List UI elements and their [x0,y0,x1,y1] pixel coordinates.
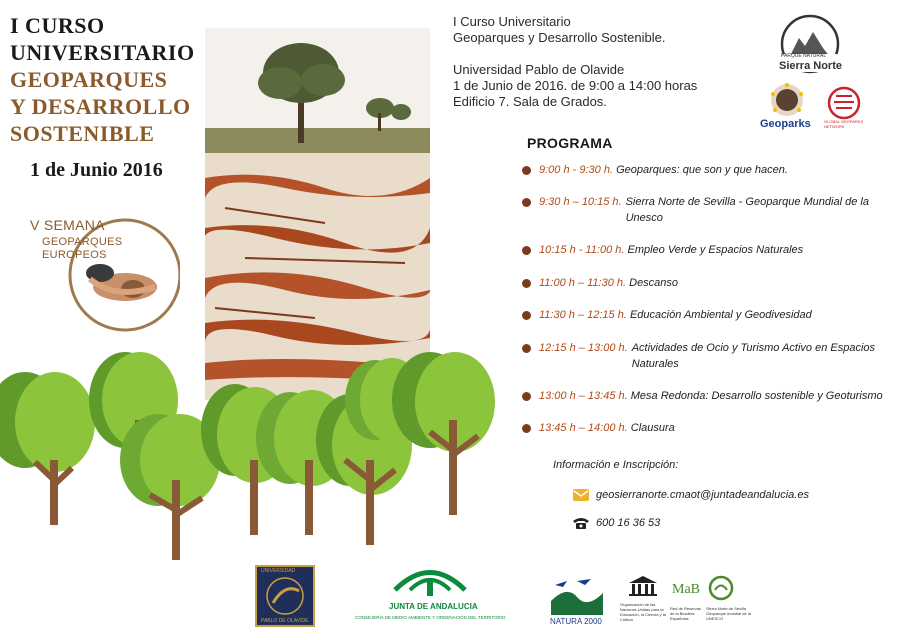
program-item-time: 9:30 h – 10:15 h. [539,196,622,208]
unesco-temple-icon [628,575,658,597]
upo-logo [255,565,315,627]
info-line-3: Universidad Pablo de Olavide [453,62,625,77]
junta-logo-graphic [355,560,505,600]
program-item [522,194,892,226]
email-text[interactable]: geosierranorte.cmaot@juntadeandalucia.es [596,489,809,501]
tree-1-icon [0,372,95,525]
program-item [522,388,902,404]
sierra-norte-geoparque-graphic [706,575,736,601]
parque-name: Sierra Norte [779,60,842,72]
program-item-time: 13:00 h – 13:45 h. [539,390,628,402]
sierra-norte-geoparque-logo [706,575,752,633]
program-item-time: 12:15 h – 13:00 h. [539,342,628,354]
phone-text[interactable]: 600 16 36 53 [596,517,661,529]
info-line-1: I Curso Universitario [453,14,571,29]
title-line-5: SOSTENIBLE [10,121,155,146]
bullet-dot [522,279,531,288]
junta-subtitle: CONSEJERÍA DE MEDIO AMBIENTE Y ORDENACIÓN DEL TERRITORIO [355,615,506,620]
unesco-text: Organización de las Naciones Unidas para la Educación, la Ciencia y la Cultura [620,602,666,622]
parque-small-text: PARQUE NATURAL [781,53,827,59]
program-item-time: 11:30 h – 12:15 h. [539,309,627,321]
geoparks-logo [760,82,820,130]
program-item [522,420,882,436]
global-geoparks-logo [822,86,870,132]
upo-top-text: UNIVERSIDAD [261,568,296,574]
program-item-desc: Clausura [630,422,675,434]
bullet-dot [522,344,531,353]
program-item-time: 11:00 h – 11:30 h. [539,277,627,289]
mab-logo [670,575,704,633]
contact-phone [572,516,660,530]
program-item-desc: Sierra Norte de Sevilla - Geoparque Mundial de la Unesco [625,196,869,224]
semana-geoparques-badge [30,205,180,335]
program-item [522,275,882,291]
mab-logo-graphic [670,575,704,601]
unesco-logo [620,575,668,633]
bullet-dot [522,246,531,255]
bullet-dot [522,198,531,207]
trees-illustration [0,350,520,590]
soil-profile-photo [205,28,430,400]
bullet-dot [522,392,531,401]
junta-logo [355,560,505,628]
semana-line-1: V SEMANA [30,217,105,233]
program-item-time: 10:15 h - 11:00 h. [539,244,625,256]
course-title [10,12,195,147]
bullet-dot [522,166,531,175]
tree-8-icon [392,352,495,515]
program-item-desc: Educación Ambiental y Geodivesidad [629,309,812,321]
info-line-2: Geoparques y Desarrollo Sostenible. [453,30,666,45]
program-item [522,307,882,323]
svg-text:MaB: MaB [672,582,700,597]
event-date: 1 de Junio 2016 [30,159,163,181]
geoparks-label: Geoparks [760,118,811,130]
upo-bottom-text: PABLO DE OLAVIDE [261,618,309,624]
bullet-dot [522,311,531,320]
title-line-4: Y DESARROLLO [10,94,191,119]
natura-logo-graphic [547,575,607,615]
info-line-4: 1 de Junio de 2016. de 9:00 a 14:00 horas [453,78,698,93]
info-line-5: Edificio 7. Sala de Grados. [453,94,607,109]
program-item-time: 13:45 h – 14:00 h. [539,422,628,434]
global-geoparks-logo-graphic [822,86,870,120]
contact-title: Información e Inscripción: [553,459,679,471]
natura-label: NATURA 2000 [550,617,602,626]
program-item-desc: Geoparques: que son y que hacen. [616,164,788,176]
program-item-desc: Descanso [629,277,679,289]
contact-email [572,488,809,502]
geoparks-logo-graphic [760,82,820,118]
title-line-1: I CURSO [10,13,105,38]
natura-2000-logo [547,575,607,627]
program-item-desc: Mesa Redonda: Desarrollo sostenible y Geoturismo [630,390,883,402]
program-item-time: 9:00 h - 9:30 h. [539,164,613,176]
program-item-desc: Actividades de Ocio y Turismo Activo en Espacios Naturales [631,342,876,370]
programa-title: PROGRAMA [527,135,613,151]
program-item [522,162,882,178]
global-geoparks-label: GLOBAL GEOPARKS NETWORK [824,119,864,129]
bullet-dot [522,424,531,433]
junta-name: JUNTA DE ANDALUCIA [389,602,478,611]
title-line-3: GEOPARQUES [10,67,168,92]
parque-natural-logo [775,14,845,76]
program-item-desc: Empleo Verde y Espacios Naturales [627,244,804,256]
program-item [522,340,892,372]
program-item [522,242,882,258]
mab-text: Red de Reservas de la Biosfera Españolas [670,606,701,621]
sierra-text: Sierra Norte de Sevilla Geoparque mundial de la UNESCO [706,606,751,621]
email-icon [572,488,590,502]
semana-line-3: EUROPEOS [42,249,107,261]
title-line-2: UNIVERSITARIO [10,40,195,65]
phone-icon [572,516,590,530]
course-info [453,14,697,110]
semana-line-2: GEOPARQUES [42,236,123,248]
